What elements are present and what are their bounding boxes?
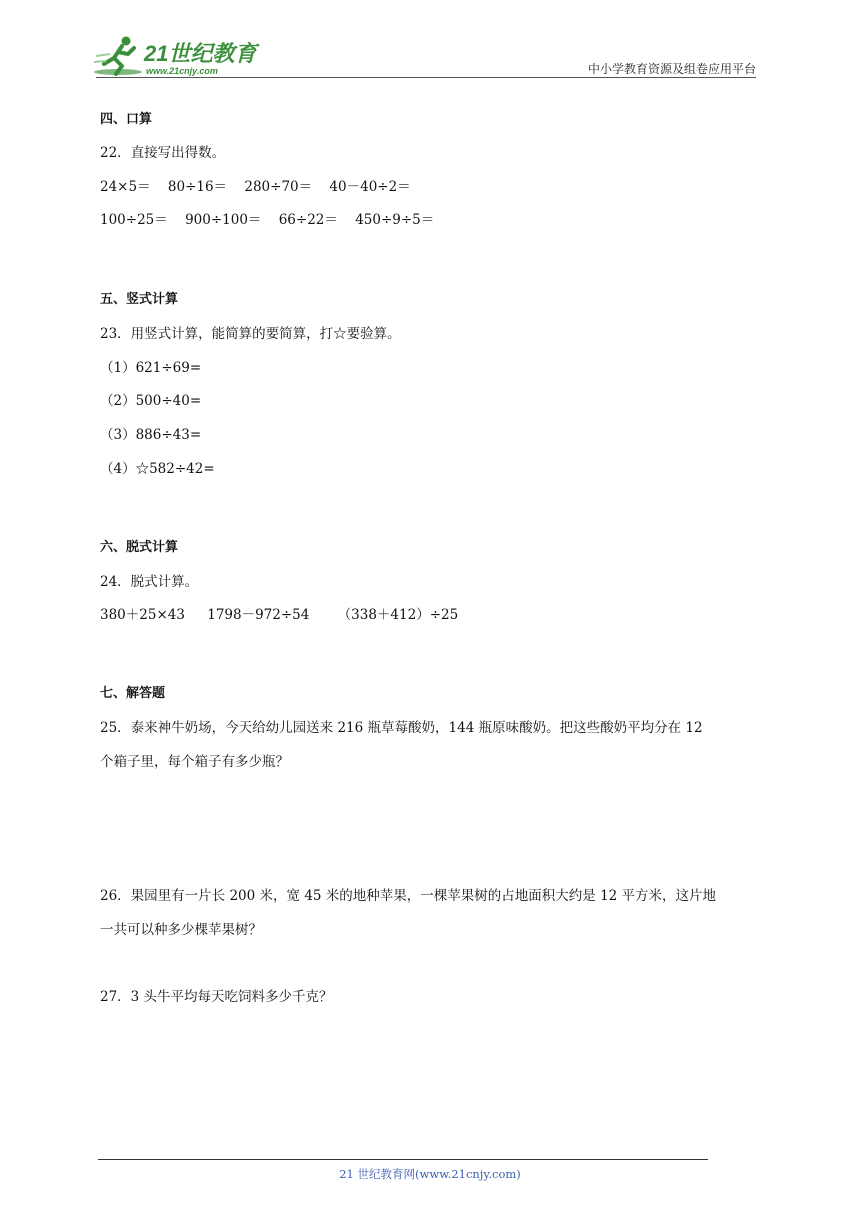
site-logo xyxy=(92,34,262,80)
oral-item: 100÷25＝ xyxy=(100,212,168,228)
vertical-item: （4）☆582÷42= xyxy=(100,461,215,477)
stepwise-expr: 1798－972÷54 xyxy=(207,607,310,623)
question-23-prompt: 23．用竖式计算，能简算的要简算，打☆要验算。 xyxy=(100,326,401,342)
header-divider xyxy=(96,77,756,78)
oral-item: 66÷22＝ xyxy=(278,212,338,228)
section-title-vertical: 五、竖式计算 xyxy=(100,292,179,307)
logo-url: www.21cnjy.com xyxy=(146,66,218,76)
logo-brand: 21世纪教育 xyxy=(144,41,257,66)
vertical-item: （3）886÷43= xyxy=(100,427,202,443)
question-26-line-2: 一共可以种多少棵苹果树？ xyxy=(100,922,262,938)
question-24-prompt: 24．脱式计算。 xyxy=(100,574,199,590)
question-27: 27．3 头牛平均每天吃饲料多少千克？ xyxy=(100,989,333,1005)
oral-item: 900÷100＝ xyxy=(185,212,262,228)
question-25-line-2: 个箱子里，每个箱子有多少瓶？ xyxy=(100,754,289,770)
oral-item: 24×5＝ xyxy=(100,179,151,195)
section-title-oral: 四、口算 xyxy=(100,112,153,127)
question-26-line-1: 26．果园里有一片长 200 米，宽 45 米的地种苹果，一棵苹果树的占地面积大约是 12 平方米，这片地 xyxy=(100,888,717,904)
question-25-line-1: 25．泰来神牛奶场，今天给幼儿园送来 216 瓶草莓酸奶，144 瓶原味酸奶。把这些酸奶平均分在 12 xyxy=(100,720,703,736)
platform-name: 中小学教育资源及组卷应用平台 xyxy=(587,62,756,76)
footer-divider xyxy=(98,1159,708,1160)
footer-link[interactable]: 21 世纪教育网(www.21cnjy.com) xyxy=(339,1167,521,1181)
oral-row-1 xyxy=(100,175,411,195)
vertical-item: （2）500÷40= xyxy=(100,393,202,409)
section-title-word-problems: 七、解答题 xyxy=(100,686,166,701)
oral-item: 80÷16＝ xyxy=(167,179,228,195)
vertical-item: （1）621÷69= xyxy=(100,360,202,376)
stepwise-expr: （338＋412）÷25 xyxy=(337,607,459,623)
question-22-prompt: 22．直接写出得数。 xyxy=(100,145,226,161)
stepwise-expr: 380＋25×43 xyxy=(100,607,185,623)
oral-item: 280÷70＝ xyxy=(244,179,313,195)
oral-item: 450÷9÷5＝ xyxy=(355,212,435,228)
stepwise-row xyxy=(100,603,458,623)
oral-item: 40－40÷2＝ xyxy=(329,179,411,195)
oral-row-2 xyxy=(100,208,434,228)
runner-logo-icon xyxy=(92,34,262,80)
section-title-stepwise: 六、脱式计算 xyxy=(100,540,179,555)
